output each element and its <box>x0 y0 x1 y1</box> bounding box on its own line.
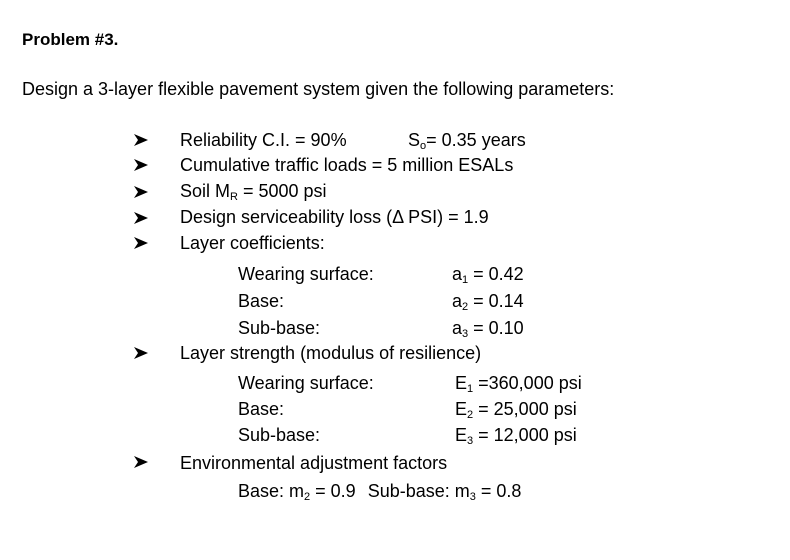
problem-intro: Design a 3-layer flexible pavement system given the following parameters: <box>22 79 615 99</box>
layer-strength-heading: Layer strength (modulus of resilience) <box>180 343 482 363</box>
environmental-heading: Environmental adjustment factors <box>180 453 448 473</box>
modulus-layer-label: Sub-base: <box>238 425 321 445</box>
soil-modulus-text: Soil $M_R = 5000$ psi <box>180 181 327 203</box>
coefficient-value: $a_2 = 0.14$ <box>452 291 524 313</box>
traffic-loads-text: Cumulative traffic loads = 5 million ESALs <box>180 155 514 175</box>
modulus-value: $E_3 = 12,000$ psi <box>455 425 577 447</box>
modulus-value: $E_1 =360,000$ psi <box>455 373 582 395</box>
arrowhead-bullet-icon <box>133 346 149 360</box>
arrowhead-bullet-icon <box>133 211 149 225</box>
coefficient-layer-label: Wearing surface: <box>238 264 374 284</box>
modulus-layer-label: Wearing surface: <box>238 373 374 393</box>
serviceability-loss-text: Design serviceability loss (Δ PSI) = 1.9 <box>180 207 489 227</box>
arrowhead-bullet-icon <box>133 185 149 199</box>
arrowhead-bullet-icon <box>133 133 149 147</box>
reliability-text: Reliability C.I. = 90% <box>180 130 347 150</box>
problem-title: Problem #3. <box>22 30 119 49</box>
coefficient-value: $a_3 = 0.10$ <box>452 318 524 340</box>
environmental-factors: Base: $m_2 = 0.9$ Sub-base: $m_3 = 0.8$ <box>238 481 522 503</box>
standard-deviation-text: $S_o= 0.35$ years <box>408 130 526 152</box>
arrowhead-bullet-icon <box>133 236 149 250</box>
modulus-layer-label: Base: <box>238 399 285 419</box>
layer-coefficients-heading: Layer coefficients: <box>180 233 325 253</box>
coefficient-value: $a_1 = 0.42$ <box>452 264 524 286</box>
arrowhead-bullet-icon <box>133 158 149 172</box>
arrowhead-bullet-icon <box>133 455 149 469</box>
coefficient-layer-label: Base: <box>238 291 285 311</box>
coefficient-layer-label: Sub-base: <box>238 318 321 338</box>
modulus-value: $E_2 = 25,000$ psi <box>455 399 577 421</box>
